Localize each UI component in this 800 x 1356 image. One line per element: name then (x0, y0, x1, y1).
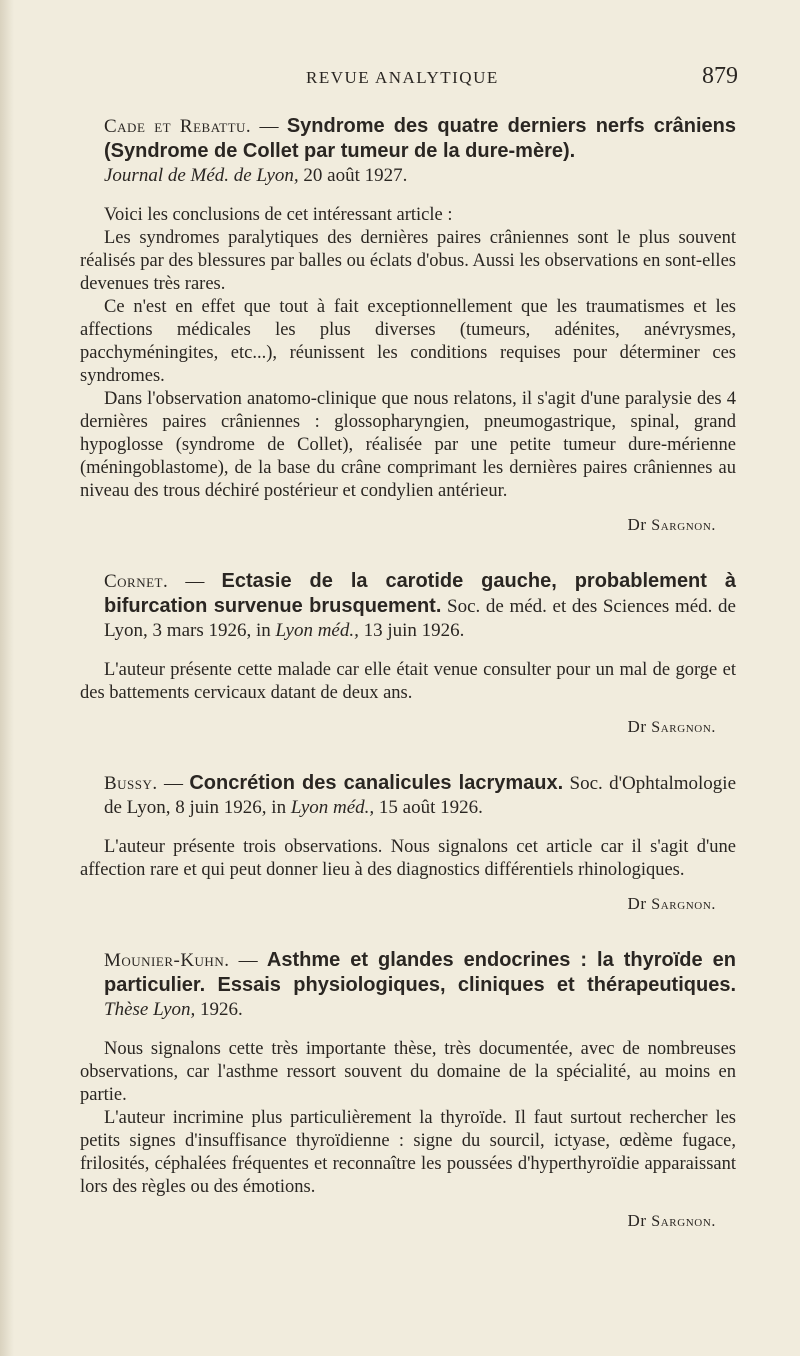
entry-authors: Cade et Rebattu. (104, 116, 252, 137)
entry-title: Syndrome des quatre derniers nerfs crâniens (Syndrome de Collet par tumeur de la dure-mère). (104, 115, 736, 162)
entry-dash: — (229, 950, 267, 971)
entry-paragraph: Nous signalons cette très importante thèse, très documentée, avec de nombreuses observations, car l'asthme ressort souvent du domaine de la spécialité, au moins en partie. (80, 1039, 736, 1105)
entry-source-italic: Lyon méd., (275, 620, 359, 641)
running-head (80, 58, 736, 98)
entry-source-rest: 13 juin 1926. (358, 620, 465, 641)
entry-body (80, 659, 736, 705)
entry-source-before: Soc. d'Ophtalmologie de Lyon, 8 juin 1926, in (104, 773, 737, 818)
entry-citation (80, 569, 736, 643)
signature-name: Sargnon. (651, 517, 716, 534)
entry-paragraph: L'auteur incrimine plus particulièrement la thyroïde. Il faut surtout rechercher les petits signes d'insuffisance thyroïdienne : signe du sourcil, ictyase, œdème fugace, frilosités, céphalées fréquentes et reconnaître les poussées d'hyperthyroïdie apparaissant lors des règles ou des émotions. (80, 1108, 736, 1197)
entry-source-before: Soc. de méd. et des Sciences méd. de Lyon, 3 mars 1926, in (104, 596, 736, 641)
signature-title: Dr (627, 717, 647, 736)
journal-page (80, 58, 736, 1231)
entry-body (80, 204, 736, 503)
entry-dash: — (168, 571, 222, 592)
signature-title: Dr (627, 894, 647, 913)
review-entry-bussy (80, 771, 736, 914)
entry-title: Concrétion des canalicules lacrymaux. (189, 772, 564, 794)
entry-source-italic: Lyon méd., (290, 797, 375, 818)
page-number: 879 (702, 63, 738, 89)
entry-paragraph: Ce n'est en effet que tout à fait exceptionnellement que les traumatismes et les affections médicales les plus diverses (tumeurs, adénites, anévrysmes, pacchyméningites, etc...), réunissent les conditions requises pour déterminer ces syndromes. (80, 297, 736, 386)
entry-citation (80, 771, 736, 820)
entry-source-italic: Thèse Lyon, (104, 999, 196, 1020)
entry-paragraph: Les syndromes paralytiques des dernières paires crâniennes sont le plus souvent réalisés par des blessures par balles ou éclats d'obus. Aussi les observations en sont-elles devenues très rares. (80, 228, 736, 294)
page-edge-shadow (0, 0, 14, 1356)
entry-source-rest: 20 août 1927. (298, 165, 408, 186)
entry-source-italic: Journal de Méd. de Lyon, (104, 165, 299, 186)
review-entry-cade-rebattu (80, 114, 736, 535)
entry-authors: Mounier-Kuhn. (104, 950, 230, 971)
signature-title: Dr (627, 515, 647, 534)
review-entry-mounier-kuhn (80, 948, 736, 1231)
signature-name: Sargnon. (651, 1213, 716, 1230)
signature-title: Dr (627, 1211, 647, 1230)
entry-body (80, 836, 736, 882)
entry-signature (80, 894, 716, 914)
signature-name: Sargnon. (651, 719, 716, 736)
entry-authors: Bussy. (104, 773, 158, 794)
entry-source-rest: 1926. (195, 999, 243, 1020)
entry-dash: — (251, 116, 287, 137)
entry-signature (80, 717, 716, 737)
entry-paragraph: Dans l'observation anatomo-clinique que nous relatons, il s'agit d'une paralysie des 4 dernières paires crâniennes : glossopharyngien, pneumogastrique, spinal, grand hypoglosse (syndrome de Collet), réalisée par une petite tumeur dure-mérienne (méningoblastome), de la base du crâne comprimant les dernières paires crâniennes au niveau des trous déchiré postérieur et condylien antérieur. (80, 389, 736, 501)
journal-title: REVUE ANALYTIQUE (306, 68, 499, 87)
entry-paragraph: L'auteur présente cette malade car elle était venue consulter pour un mal de gorge et des battements cervicaux datant de deux ans. (80, 660, 736, 703)
entry-title: Ectasie de la carotide gauche, probablement à bifurcation survenue brusquement. (104, 570, 737, 617)
entry-citation (80, 114, 736, 188)
signature-name: Sargnon. (651, 896, 716, 913)
review-entry-cornet (80, 569, 736, 737)
entry-body (80, 1038, 736, 1199)
entry-signature (80, 515, 716, 535)
entry-authors: Cornet. (104, 571, 169, 592)
entry-paragraph: Voici les conclusions de cet intéressant article : (104, 205, 453, 225)
entry-dash: — (157, 773, 190, 794)
entry-citation (80, 948, 736, 1022)
entry-source-rest: 15 août 1926. (374, 797, 483, 818)
entry-signature (80, 1211, 716, 1231)
entry-title: Asthme et glandes endocrines : la thyroïde en particulier. Essais physiologiques, cliniques et thérapeutiques. (104, 949, 736, 996)
entry-paragraph: L'auteur présente trois observations. Nous signalons cet article car il s'agit d'une affection rare et qui peut donner lieu à des diagnostics différentiels rhinologiques. (80, 837, 736, 880)
